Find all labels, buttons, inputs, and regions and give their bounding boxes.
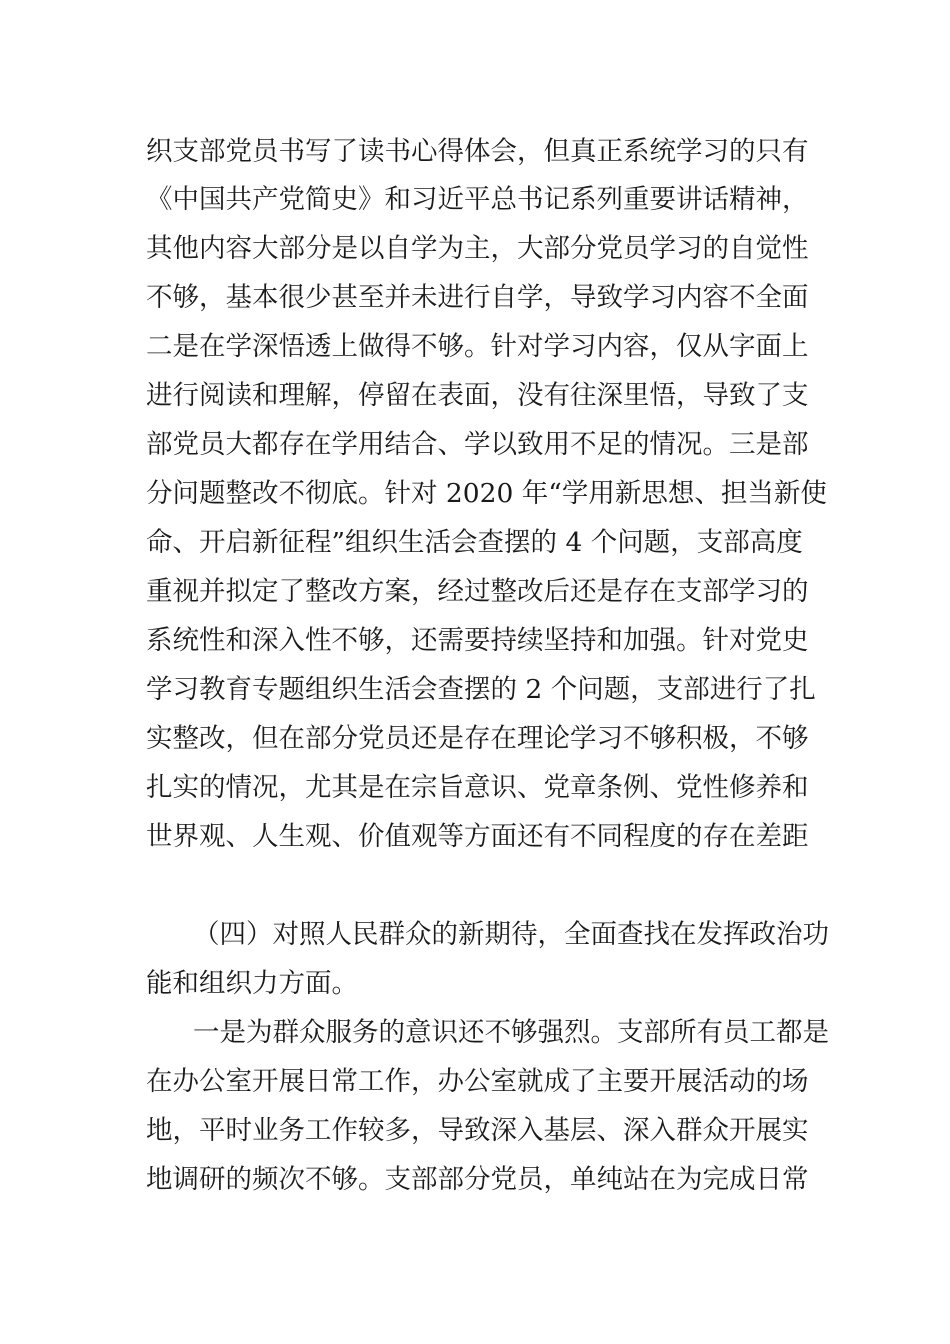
text-line: 《中国共产党简史》和习近平总书记系列重要讲话精神， <box>146 184 809 215</box>
section-heading: （四）对照人民群众的新期待，全面查找在发挥政治功 <box>193 919 829 950</box>
text-line: 织支部党员书写了读书心得体会，但真正系统学习的只有 <box>146 136 809 167</box>
text-line: 重视并拟定了整改方案，经过整改后还是存在支部学习的 <box>146 576 809 607</box>
text-line: 系统性和深入性不够，还需要持续坚持和加强。针对党史 <box>146 625 809 656</box>
text-line: 地，平时业务工作较多，导致深入基层、深入群众开展实 <box>146 1115 809 1146</box>
text-line: 二是在学深悟透上做得不够。针对学习内容，仅从字面上 <box>146 331 809 362</box>
text-line: 命、开启新征程”组织生活会查摆的 4 个问题，支部高度 <box>146 527 803 558</box>
text-line: 不够，基本很少甚至并未进行自学，导致学习内容不全面 <box>146 282 809 313</box>
text-line: 进行阅读和理解，停留在表面，没有往深里悟，导致了支 <box>146 380 809 411</box>
text-line: 在办公室开展日常工作，办公室就成了主要开展活动的场 <box>146 1066 809 1097</box>
section-heading-continued: 能和组织力方面。 <box>146 968 358 999</box>
text-line: 学习教育专题组织生活会查摆的 2 个问题，支部进行了扎 <box>146 674 816 705</box>
text-line: 地调研的频次不够。支部部分党员，单纯站在为完成日常 <box>146 1164 809 1195</box>
text-line: 分问题整改不彻底。针对 2020 年“学用新思想、担当新使 <box>146 478 827 509</box>
text-line: 其他内容大部分是以自学为主，大部分党员学习的自觉性 <box>146 233 809 264</box>
text-line: 世界观、人生观、价值观等方面还有不同程度的存在差距 <box>146 821 809 852</box>
text-line: 部党员大都存在学用结合、学以致用不足的情况。三是部 <box>146 429 809 460</box>
text-line: 一是为群众服务的意识还不够强烈。支部所有员工都是 <box>193 1017 829 1048</box>
text-line: 实整改，但在部分党员还是存在理论学习不够积极，不够 <box>146 723 809 754</box>
text-line: 扎实的情况，尤其是在宗旨意识、党章条例、党性修养和 <box>146 772 809 803</box>
